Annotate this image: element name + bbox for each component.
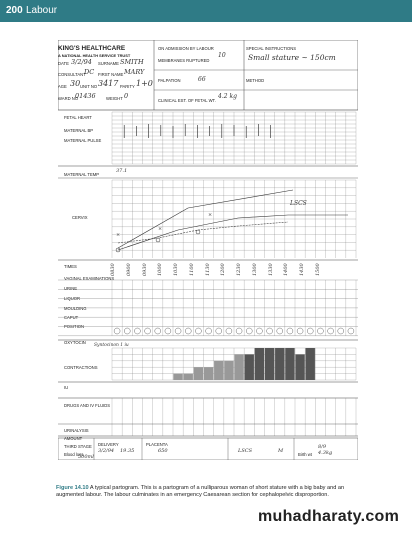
contraction-bar (194, 367, 203, 380)
date-value: 3/2/94 (71, 58, 92, 66)
special-instructions-value: Small stature ~ 150cm (248, 53, 336, 62)
time-cell: 1030 (173, 263, 180, 276)
urine-label: URINE (64, 286, 78, 291)
amount-label: AMOUNT (64, 436, 83, 441)
method-label: METHOD (246, 78, 265, 83)
temp-value: 37.1 (116, 168, 128, 174)
clinical-label: CLINICAL EST. OF FETAL WT. (158, 98, 216, 103)
consultant-value: DC (84, 68, 95, 76)
contraction-bar (184, 374, 193, 380)
surname-label: SURNAME (98, 61, 119, 66)
time-cell: 1500 (314, 263, 321, 276)
time-cell: 0930 (141, 263, 148, 276)
position-circle (206, 328, 212, 334)
on-admission-label: ON ADMISSION BY LABOUR (158, 46, 214, 51)
position-circle (277, 328, 283, 334)
descent-mark: × (116, 232, 121, 238)
contraction-bar (255, 348, 264, 380)
birthweight-label: Birth wt (298, 452, 312, 457)
position-circle (328, 328, 334, 334)
cervix-label: CERVIX (72, 215, 88, 220)
iu-label: IU (64, 385, 69, 390)
ward-label: WARD NO (58, 96, 79, 101)
section-title: Labour (26, 5, 58, 16)
date-label: DATE (58, 61, 69, 66)
position-circle (297, 328, 303, 334)
blood-loss-label: Blood loss (64, 452, 84, 457)
consultant-label: CONSULTANT (58, 72, 86, 77)
surname-value: SMITH (120, 58, 144, 66)
parity-label: PARITY (120, 84, 135, 89)
time-cell: 0900 (125, 263, 132, 276)
unit-no-value: 3417 (98, 79, 119, 88)
time-cell: 1400 (283, 263, 290, 276)
contraction-bar (265, 348, 274, 380)
bp-grid (112, 112, 356, 164)
caption-text: A typical partogram. This is a partogram of a nulliparous woman of short stature with a big baby and an augmented labour. The labour culminates in an emergency Caesarean section for cephalopelvic disproportion. (56, 485, 345, 498)
time-cell: 1200 (220, 263, 227, 276)
apgar-value: 8/9 (318, 444, 327, 450)
contraction-bar (275, 348, 284, 380)
time-cell: 1000 (157, 263, 164, 276)
contraction-bar (224, 361, 233, 380)
descent-mark: × (208, 212, 213, 218)
maternal-temp-label: MATERNAL TEMP (64, 172, 100, 177)
position-circle (226, 328, 232, 334)
delivery-time: 19.35 (120, 448, 135, 454)
contractions-label: CONTRACTIONS (64, 365, 98, 370)
position-circle (317, 328, 323, 334)
page-header (0, 0, 412, 22)
lscs-annotation: LSCS (290, 200, 307, 207)
position-circle (134, 328, 140, 334)
birthweight-value: 4.3kg (318, 450, 333, 456)
delivery-value: 3/2/94 (98, 448, 115, 454)
hospital-name: KING'S HEALTHCARE (58, 45, 126, 52)
special-instructions-label: SPECIAL INSTRUCTIONS (246, 46, 297, 51)
position-circle (338, 328, 344, 334)
partogram-sheet (58, 40, 358, 460)
cervix-point (156, 238, 160, 242)
times-label: TIMES (64, 264, 77, 269)
contraction-bar (285, 348, 294, 380)
ward-value: 01436 (75, 92, 96, 100)
first-name-value: MARY (124, 68, 145, 76)
descent-mark: × (158, 226, 163, 232)
third-stage-label: THIRD STAGE (64, 444, 92, 449)
palpation-label: PALPATION (158, 78, 181, 83)
fetal-heart-label: FETAL HEART (64, 115, 92, 120)
page-number: 200 (6, 5, 23, 16)
parity-value: 1+0 (136, 79, 153, 88)
liquor-label: LIQUOR (64, 296, 81, 301)
clinical-value: 4.2 kg (218, 93, 237, 100)
age-value: 30 (70, 79, 81, 88)
oxytocin-label: OXYTOCIN (64, 340, 86, 345)
position-circle (185, 328, 191, 334)
blood-loss-value: 500ml (78, 454, 94, 460)
membranes-label: MEMBRANES RUPTURED (158, 58, 210, 63)
alert-line (118, 215, 348, 250)
trust-name: A NATIONAL HEALTH SERVICE TRUST (58, 53, 131, 58)
placenta-label: PLACENTA (146, 442, 168, 447)
contraction-bar (245, 354, 254, 380)
vaginal-exam-label: VAGINAL EXAMINATIONS (64, 276, 115, 281)
contraction-bar (214, 361, 223, 380)
maternal-pulse-label: MATERNAL PULSE (64, 138, 102, 143)
time-cell: 1230 (236, 263, 243, 276)
time-cell: 1100 (188, 263, 195, 276)
time-cell: 1430 (299, 263, 306, 276)
contraction-bar (234, 354, 243, 380)
method-value: LSCS (238, 448, 252, 454)
cervix-point (196, 230, 200, 234)
membranes-value: 10 (218, 52, 226, 59)
weight-value: 0 (124, 92, 129, 100)
drugs-label: DRUGS AND IV FLUIDS (64, 403, 111, 408)
position-circle (114, 328, 120, 334)
position-circle (348, 328, 354, 334)
position-circle (246, 328, 252, 334)
contraction-bar (173, 374, 182, 380)
position-circle (287, 328, 293, 334)
position-circle (195, 328, 201, 334)
figure-caption (56, 485, 356, 499)
position-circle (256, 328, 262, 334)
time-cell: 1330 (267, 263, 274, 276)
position-circle (124, 328, 130, 334)
age-label: AGE (58, 84, 67, 89)
position-label: POSITION (64, 324, 85, 329)
contraction-bar (204, 367, 213, 380)
delivery-label: DELIVERY (98, 442, 119, 447)
position-circle (267, 328, 273, 334)
sex-value: M (278, 448, 284, 454)
maternal-bp-label: MATERNAL BP (64, 128, 94, 133)
position-circle (155, 328, 161, 334)
palpation-value: 66 (198, 76, 206, 83)
position-circle (165, 328, 171, 334)
weight-label: WEIGHT (106, 96, 123, 101)
contraction-bar (295, 354, 304, 380)
position-circle (145, 328, 151, 334)
position-circle (175, 328, 181, 334)
syntocinon-value: Syntocinon 1 iu (94, 343, 129, 348)
caput-label: CAPUT (64, 315, 79, 320)
watermark: muhadharaty.com (258, 508, 400, 525)
time-cell: 0830 (110, 263, 116, 276)
position-circle (307, 328, 313, 334)
contraction-bar (306, 348, 315, 380)
first-name-label: FIRST NAME (98, 72, 124, 77)
time-cell: 1130 (204, 263, 211, 276)
moulding-label: MOULDING (64, 306, 87, 311)
figure-label: Figure 14.10 (56, 485, 89, 491)
partogram-grid (58, 40, 358, 460)
unit-no-label: UNIT NO (80, 84, 98, 89)
placenta-weight: 650 (158, 448, 168, 454)
position-circle (216, 328, 222, 334)
time-cell: 1300 (251, 263, 258, 276)
urinalysis-label: URINALYSIS (64, 428, 89, 433)
position-circle (236, 328, 242, 334)
